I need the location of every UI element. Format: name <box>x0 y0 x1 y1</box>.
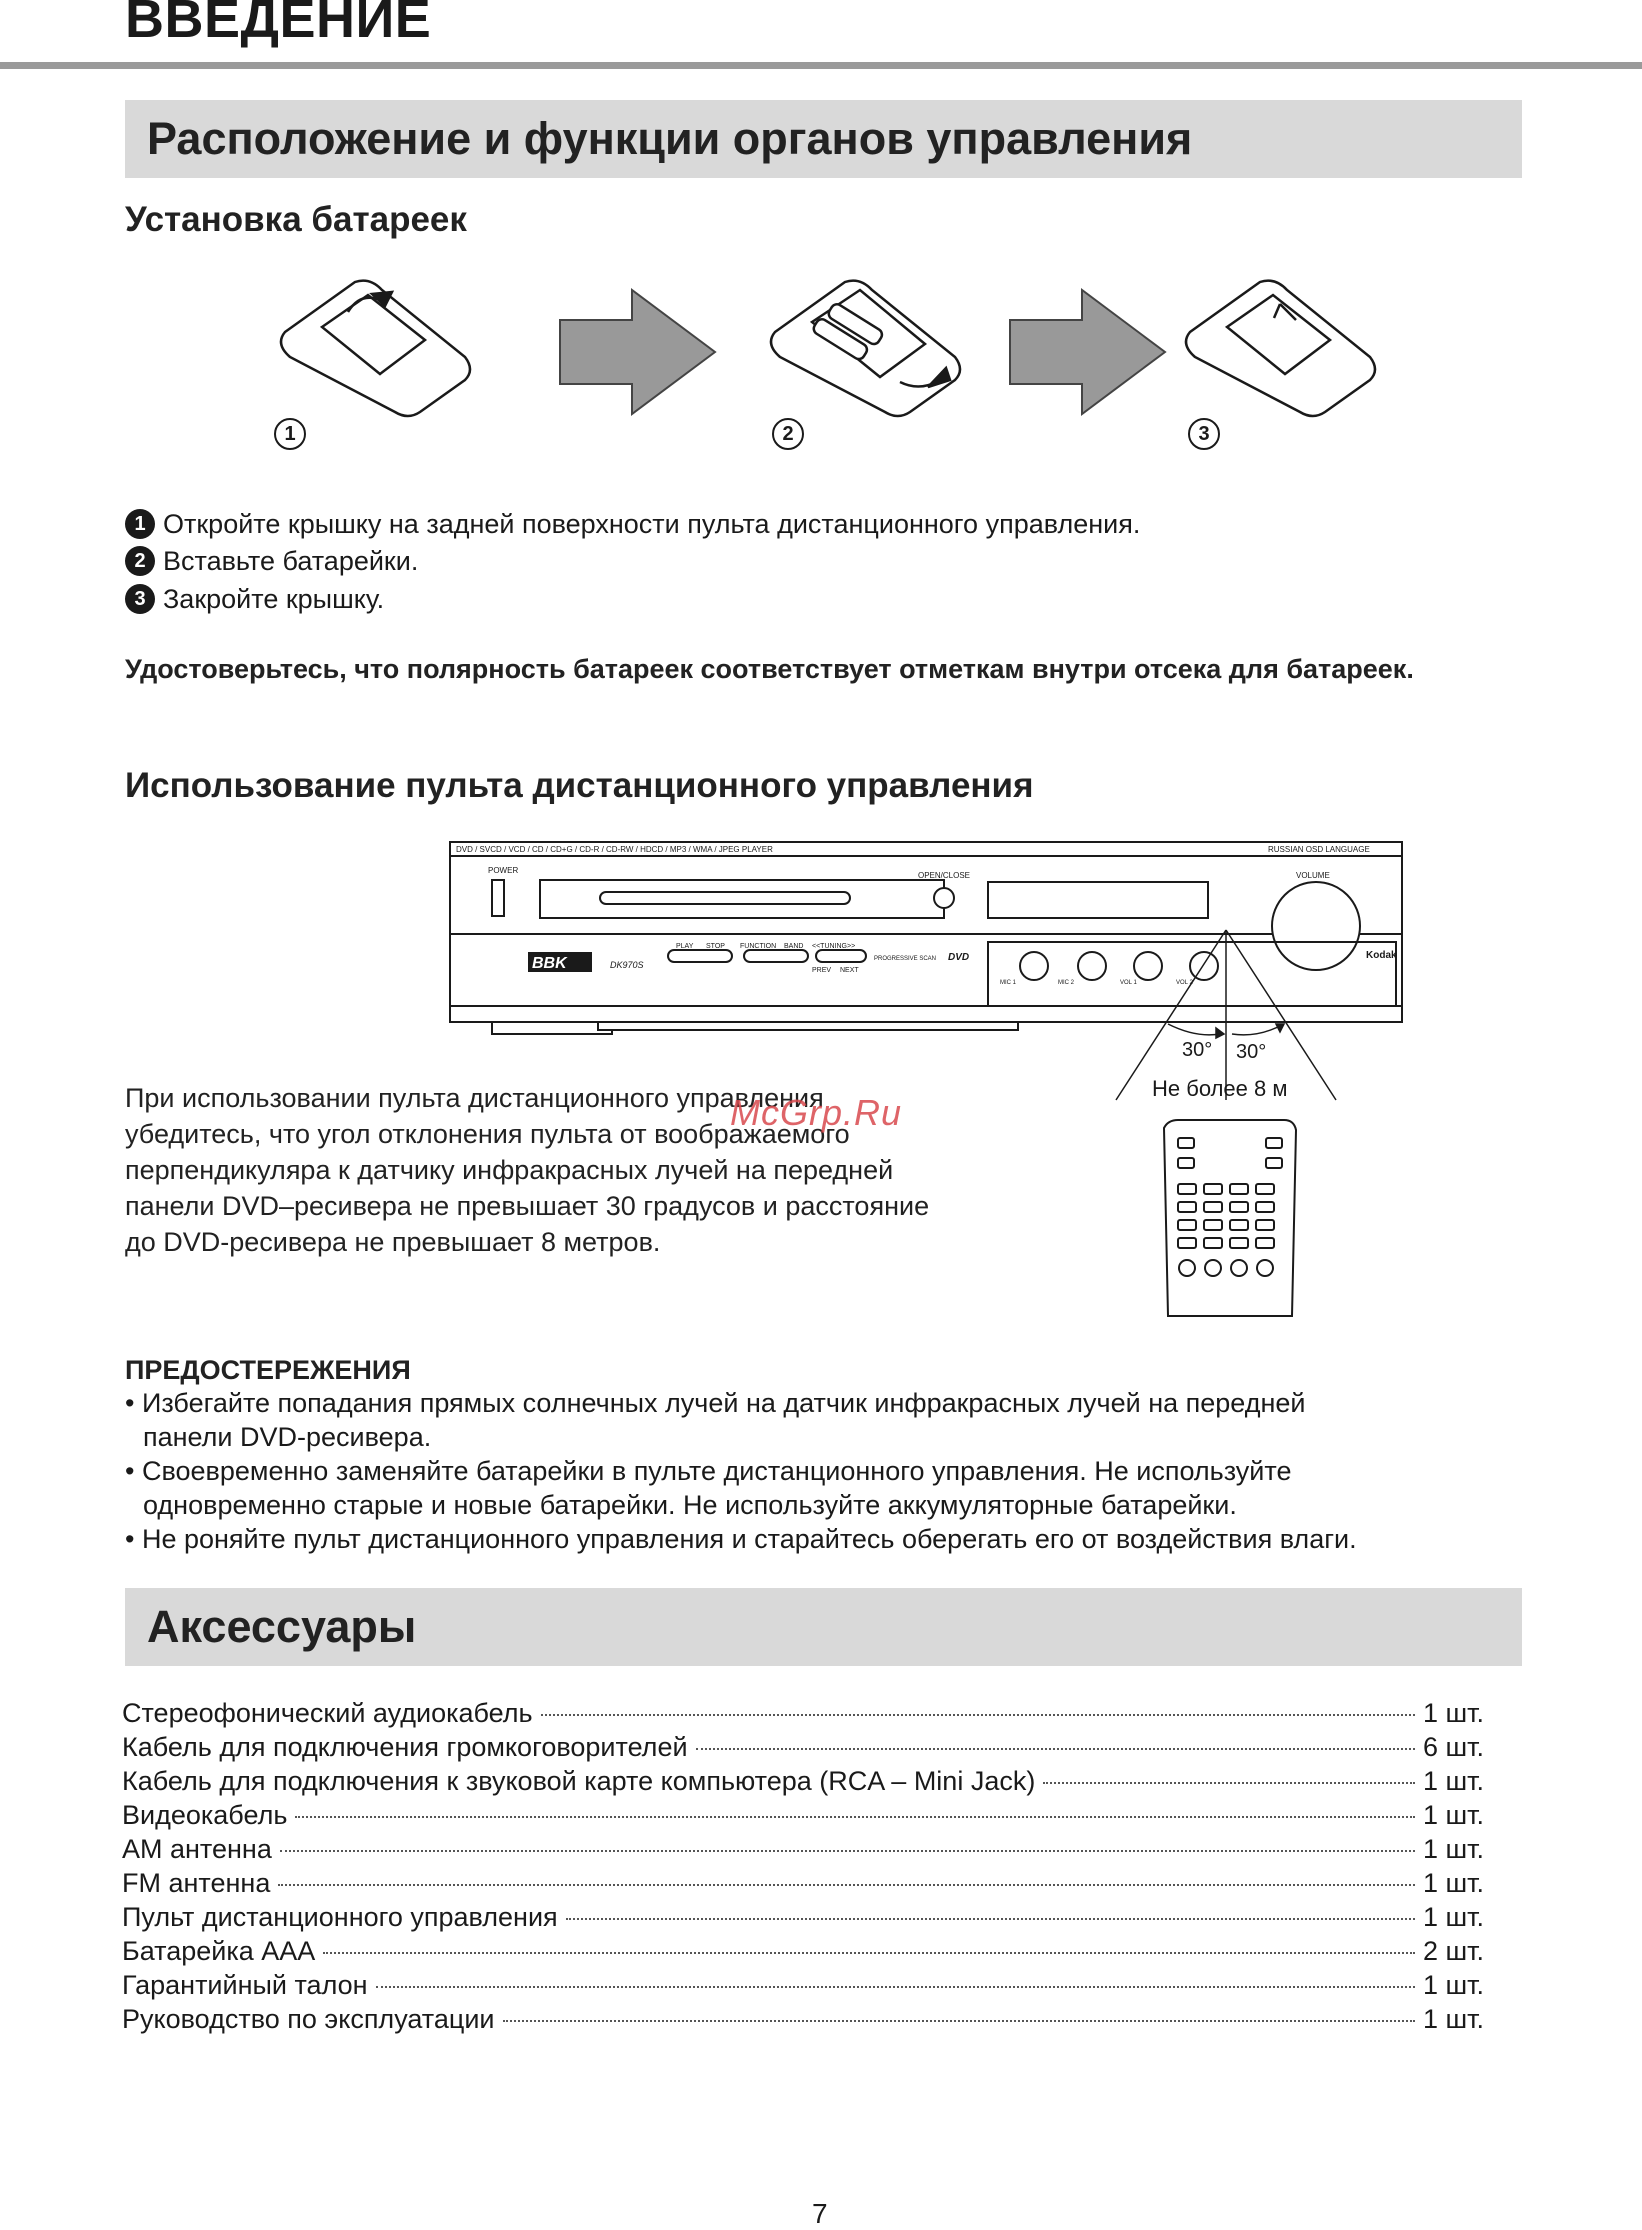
device-volume-label: VOLUME <box>1296 871 1330 880</box>
section-band-accessories <box>125 1588 1522 1666</box>
accessory-name: Кабель для подключения громкоговорителей <box>122 1732 688 1762</box>
battery-step <box>125 581 384 617</box>
step-text: Закройте крышку. <box>163 584 385 614</box>
device-brand-logo: BBK <box>532 955 567 972</box>
volume-knob <box>1272 882 1360 970</box>
angle-right-label: 30° <box>1236 1041 1267 1063</box>
warnings-list <box>125 1386 1535 1556</box>
device-button-label: PLAY <box>676 943 694 950</box>
warning-item <box>125 1454 1535 1522</box>
accessory-qty: 6 шт. <box>1422 1732 1484 1762</box>
section-band-controls <box>125 100 1522 178</box>
section-title: Расположение и функции органов управления <box>147 113 1193 164</box>
warnings-title: ПРЕДОСТЕРЕЖЕНИЯ <box>125 1355 411 1385</box>
device-osd-label: RUSSIAN OSD LANGUAGE <box>1268 845 1370 854</box>
step-number: 1 <box>125 509 155 539</box>
paragraph-line: При использовании пульта дистанционного управления <box>125 1083 824 1113</box>
battery-heading: Установка батареек <box>125 200 467 239</box>
device-mic-label: VOL 1 <box>1120 980 1137 986</box>
polarity-note: Удостоверьтесь, что полярность батареек соответствует отметкам внутри отсека для батареек. <box>125 654 1414 684</box>
list-item <box>122 1970 1484 2004</box>
paragraph-line: убедитесь, что угол отклонения пульта от воображаемого <box>125 1119 850 1149</box>
battery-step <box>125 506 1140 542</box>
accessory-name: AM антенна <box>122 1834 272 1864</box>
dot-leader <box>295 1816 1415 1818</box>
device-top-strip: DVD / SVCD / VCD / CD / CD+G / CD-R / CD-RW / HDCD / MP3 / WMA / JPEG PLAYER <box>456 845 773 854</box>
accessory-name: Видеокабель <box>122 1800 288 1830</box>
figure-step-badge: 2 <box>772 418 804 450</box>
page-title: ВВЕДЕНИЕ <box>125 0 432 49</box>
list-item <box>122 1936 1484 1970</box>
accessory-qty: 1 шт. <box>1422 1698 1484 1728</box>
accessories-list <box>122 1698 1484 2038</box>
remote-back-closed-icon <box>1186 281 1375 416</box>
angle-left-label: 30° <box>1182 1039 1213 1061</box>
figure-step-badge: 3 <box>1188 418 1220 450</box>
paragraph-line: перпендикуляра к датчику инфракрасных лучей на передней <box>125 1155 894 1185</box>
warning-line: • Избегайте попадания прямых солнечных лучей на датчик инфракрасных лучей на передней <box>125 1388 1306 1418</box>
accessory-name: Руководство по эксплуатации <box>122 2004 495 2034</box>
device-open-close-label: OPEN/CLOSE <box>918 871 971 880</box>
list-item <box>122 1902 1484 1936</box>
warning-item <box>125 1386 1535 1454</box>
mic1-jack <box>1020 952 1048 980</box>
device-mic-label: VOL 2 <box>1176 980 1193 986</box>
warning-line: одновременно старые и новые батарейки. Не используйте аккумуляторные батарейки. <box>143 1490 1237 1520</box>
list-item <box>122 1834 1484 1868</box>
step-number: 2 <box>125 546 155 576</box>
power-button <box>492 880 504 916</box>
list-item <box>122 1732 1484 1766</box>
accessory-qty: 1 шт. <box>1422 1970 1484 2000</box>
accessory-qty: 1 шт. <box>1422 1766 1484 1796</box>
dot-leader <box>278 1884 1415 1886</box>
paragraph-line: до DVD-ресивера не превышает 8 метров. <box>125 1227 661 1257</box>
device-progressive-label: PROGRESSIVE SCAN <box>874 956 937 962</box>
warning-item <box>125 1522 1535 1556</box>
warning-line: панели DVD-ресивера. <box>143 1422 432 1452</box>
display-window <box>988 882 1208 918</box>
accessory-name: Стереофонический аудиокабель <box>122 1698 533 1728</box>
page-number: 7 <box>812 2198 828 2229</box>
section-title: Аксессуары <box>147 1601 417 1652</box>
accessory-qty: 2 шт. <box>1422 1936 1484 1966</box>
device-button-label: FUNCTION <box>740 943 777 950</box>
mic2-jack <box>1078 952 1106 980</box>
distance-label: Не более 8 м <box>1152 1076 1288 1101</box>
device-mic-label: MIC 2 <box>1058 980 1075 986</box>
accessory-qty: 1 шт. <box>1422 1800 1484 1830</box>
arrow-right-icon <box>560 290 715 414</box>
accessory-qty: 1 шт. <box>1422 1902 1484 1932</box>
accessory-qty: 1 шт. <box>1422 1868 1484 1898</box>
paragraph-line: панели DVD–ресивера не превышает 30 градусов и расстояние <box>125 1191 930 1221</box>
device-prev-label: PREV <box>812 967 832 974</box>
device-button-label: STOP <box>706 943 725 950</box>
dot-leader <box>376 1986 1415 1988</box>
accessory-name: Гарантийный талон <box>122 1970 368 2000</box>
accessory-name: Батарейка AAA <box>122 1936 316 1966</box>
step-text: Откройте крышку на задней поверхности пульта дистанционного управления. <box>163 509 1141 539</box>
remote-batteries-icon <box>771 281 960 416</box>
figure-step-badge: 1 <box>274 418 306 450</box>
step-text: Вставьте батарейки. <box>163 546 419 576</box>
arrow-right-icon <box>1010 290 1165 414</box>
step-number: 3 <box>125 584 155 614</box>
device-mic-label: MIC 1 <box>1000 980 1017 986</box>
dot-leader <box>541 1714 1415 1716</box>
list-item <box>122 1766 1484 1800</box>
open-close-button <box>934 888 954 908</box>
remote-use-heading: Использование пульта дистанционного управления <box>125 766 1034 805</box>
battery-step <box>125 543 418 579</box>
remote-back-open-icon <box>281 281 470 416</box>
list-item <box>122 2004 1484 2038</box>
accessory-qty: 1 шт. <box>1422 2004 1484 2034</box>
vol2-knob <box>1190 952 1218 980</box>
watermark: McGrp.Ru <box>730 1092 903 1133</box>
dot-leader <box>566 1918 1415 1920</box>
device-power-label: POWER <box>488 866 519 875</box>
accessory-qty: 1 шт. <box>1422 1834 1484 1864</box>
warning-line: • Своевременно заменяйте батарейки в пульте дистанционного управления. Не используйте <box>125 1456 1292 1486</box>
vol1-knob <box>1134 952 1162 980</box>
device-button-label: <<TUNING>> <box>812 943 856 950</box>
dot-leader <box>503 2020 1415 2022</box>
accessory-name: Кабель для подключения к звуковой карте компьютера (RCA – Mini Jack) <box>122 1766 1036 1796</box>
device-button-label: BAND <box>784 943 804 950</box>
accessory-name: Пульт дистанционного управления <box>122 1902 558 1932</box>
dot-leader <box>280 1850 1415 1852</box>
remote-control-icon <box>1164 1120 1296 1316</box>
accessory-name: FM антенна <box>122 1868 271 1898</box>
device-model-label: DK970S <box>610 960 644 970</box>
battery-install-figure <box>260 262 1400 462</box>
device-kodak-logo: Kodak <box>1366 950 1397 961</box>
dot-leader <box>1043 1782 1415 1784</box>
list-item <box>122 1868 1484 1902</box>
dot-leader <box>323 1952 1415 1954</box>
list-item <box>122 1698 1484 1732</box>
device-next-label: NEXT <box>840 967 859 974</box>
list-item <box>122 1800 1484 1834</box>
device-dvd-logo: DVD <box>948 952 970 963</box>
dot-leader <box>696 1748 1415 1750</box>
warning-line: • Не роняйте пульт дистанционного управления и старайтесь оберегать его от воздействия влаги. <box>125 1524 1357 1554</box>
title-rule <box>0 62 1642 69</box>
